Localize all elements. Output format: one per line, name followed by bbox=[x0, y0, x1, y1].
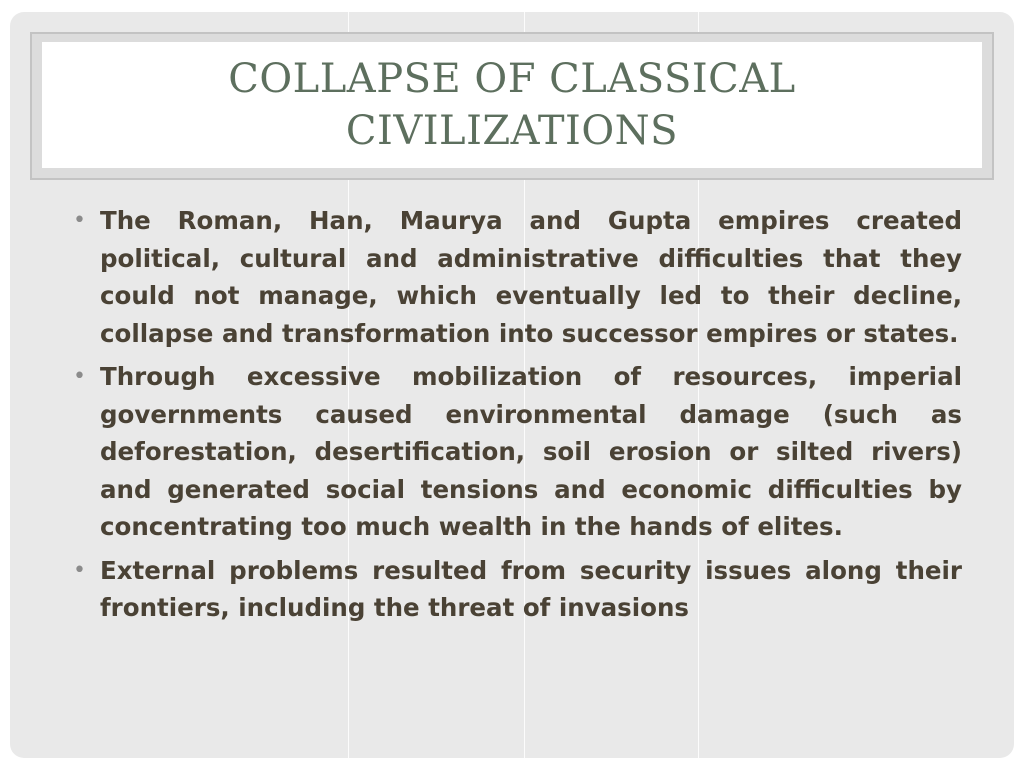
slide-title-line-2: CIVILIZATIONS bbox=[345, 108, 679, 154]
slide-title-line-1: COLLAPSE OF CLASSICAL bbox=[228, 56, 796, 102]
bullet-item bbox=[70, 202, 962, 352]
bullet-list bbox=[70, 202, 962, 633]
title-frame bbox=[30, 32, 994, 180]
bullet-dot-icon: • bbox=[73, 364, 86, 389]
bullet-dot-icon: • bbox=[73, 557, 86, 583]
bullet-text: The Roman, Han, Maurya and Gupta empires created political, cultural and administrative difficulties that they could not manage, which eventually led to their decline, collapse and transformation into successor empires or states. bbox=[100, 206, 962, 348]
bullet-text: Through excessive mobilization of resources, imperial governments caused environmental damage (such as deforestation, desertification, soil erosion or silted rivers) and generated social tensions and economic difficulties by concentrating too much wealth in the hands of elites. bbox=[100, 362, 962, 541]
bullet-item bbox=[70, 552, 962, 627]
slide-title bbox=[228, 53, 795, 157]
bullet-dot-icon: • bbox=[73, 208, 86, 233]
bullet-item bbox=[70, 358, 962, 546]
title-box bbox=[42, 42, 982, 168]
bullet-text: External problems resulted from security issues along their frontiers, including the threat of invasions bbox=[100, 555, 962, 622]
slide bbox=[10, 12, 1014, 758]
